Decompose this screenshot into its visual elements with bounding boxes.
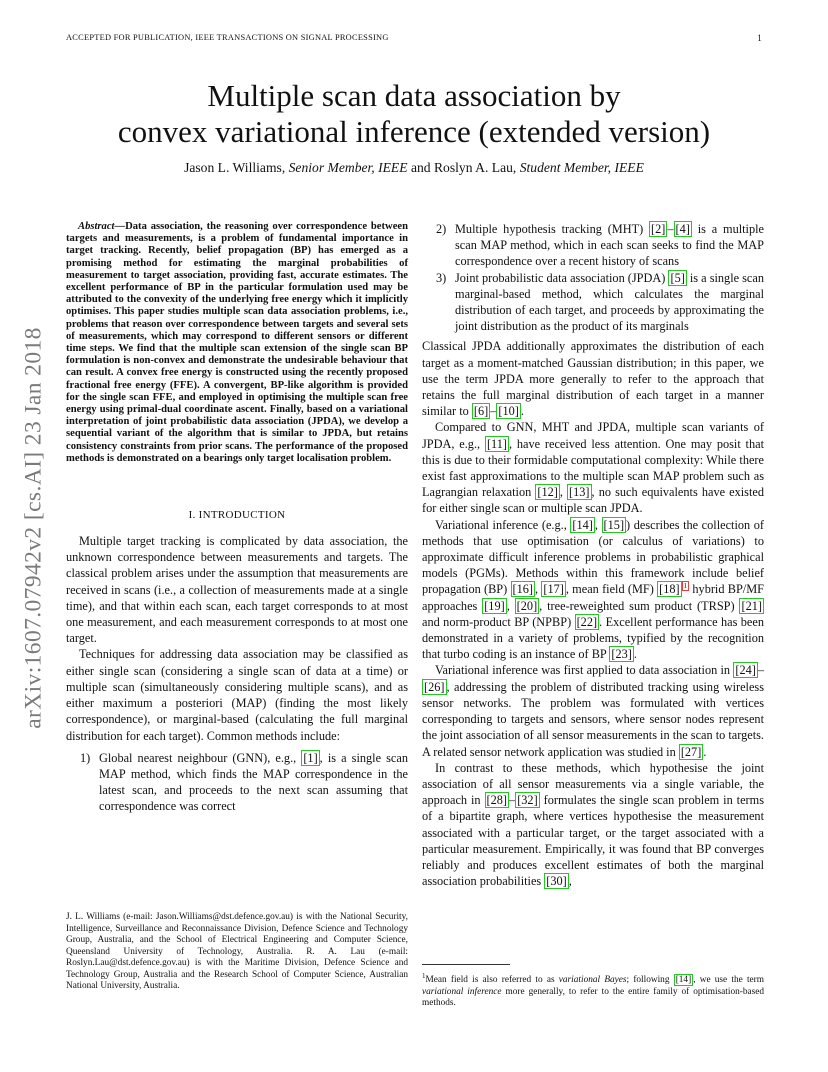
- citation-link[interactable]: [12]: [537, 485, 558, 500]
- citation-link[interactable]: [5]: [670, 270, 685, 285]
- paragraph-text: and norm-product BP (NPBP): [422, 614, 575, 629]
- citation-link[interactable]: [30]: [546, 874, 567, 889]
- list-item-number: 1): [80, 750, 91, 765]
- footnote-mean-field: [422, 971, 765, 1010]
- right-column: [422, 221, 764, 889]
- citation-link[interactable]: [6]: [473, 404, 489, 419]
- author-and: and Roslyn A. Lau,: [410, 160, 517, 175]
- citation-link[interactable]: [24]: [735, 663, 756, 678]
- paragraph-variational-inference: [422, 517, 764, 663]
- paragraph-text: , tree-reweighted sum product (TRSP): [539, 598, 740, 613]
- paragraph-text: Variational inference (e.g.,: [435, 517, 571, 532]
- footnote-text: more generally, to refer to the entire family of optimisation-based methods.: [422, 986, 765, 1008]
- list-item: [66, 750, 408, 815]
- list-item: [422, 270, 764, 335]
- citation-link[interactable]: [17]: [543, 582, 564, 597]
- abstract-label: Abstract: [78, 221, 115, 232]
- paragraph-text: ,: [535, 582, 542, 597]
- paragraph-jpda: [422, 338, 764, 419]
- citation-link[interactable]: [11]: [486, 436, 507, 451]
- citation-link[interactable]: [23]: [611, 647, 632, 662]
- citation-link[interactable]: [2]: [651, 222, 666, 236]
- list-item-text: Multiple hypothesis tracking (MHT): [455, 222, 650, 236]
- citation-link[interactable]: [4]: [675, 222, 690, 236]
- arxiv-stamp: [22, 298, 46, 758]
- paragraph-text: In contrast to these methods, which hypothesise the joint association of all sensor measurements via a single variable, the approach in: [422, 760, 764, 808]
- citation-link[interactable]: [10]: [498, 404, 519, 419]
- footnote-emphasis: variational inference: [422, 986, 502, 997]
- page-number: 1: [757, 33, 762, 43]
- paragraph-text: .: [633, 647, 637, 662]
- list-item-number: 3): [436, 270, 447, 285]
- list-item-text: is a single scan marginal-based method, which calculates the marginal distribution of each target, and proceeds by approximating the joint distribution as the product of its marginals: [455, 270, 764, 334]
- paragraph-text: . Excellent performance has been demonstrated in a variety of problems, typified by the recognition that turbo coding is an instance of BP: [422, 614, 764, 662]
- list-item-text: Joint probabilistic data association (JPDA): [455, 270, 669, 285]
- paragraph-text: Variational inference was first applied to data association in: [435, 663, 734, 678]
- intro-paragraph-1: Multiple target tracking is complicated by data association, the unknown correspondence between measurements and targets. The classical problem arises under the assumption that measurements are received in scans (i.e., a collection of measurements made at a single time), and that within each scan, each target corresponds to at most one measurement, and each measurement corresponds to at most one target.: [66, 534, 408, 646]
- citation-link[interactable]: [27]: [680, 744, 702, 759]
- author-affiliation-footnote: J. L. Williams (e-mail: Jason.Williams@dst.defence.gov.au) is with the National Security, Intelligence, Surveillance and Reconnaissance Division, Defence Science and Technology Group, Australia, and the School of Electrical Engineering and Computer Science, Queensland University of Technology, Australia. R. A. Lau (e-mail: Roslyn.Lau@dst.defence.gov.au) is with the Maritime Division, Defence Science and Technology Group, Australia and the Research School of Computer Science, Australian National University, Australia.: [66, 912, 408, 991]
- paragraph-text: ,: [506, 598, 515, 613]
- paragraph-multiple-scan: [422, 419, 764, 516]
- paper-title: [40, 78, 788, 150]
- author-line: [40, 160, 788, 176]
- author-2-role: Student Member, IEEE: [519, 160, 644, 175]
- list-item-text: , is a single scan MAP method, which finds the MAP correspondence in the latest scan, and proceeds to the next scan assuming that correspondence was correct: [99, 750, 408, 814]
- footnote-emphasis: variational Bayes: [558, 975, 627, 985]
- list-item-number: 2): [436, 222, 447, 236]
- paragraph-bipartite-graph: [422, 760, 764, 890]
- list-item: [422, 221, 764, 270]
- abstract-text: —Data association, the reasoning over correspondence between targets and measurements, is a problem of fundamental importance in target tracking. Recently, belief propagation (BP) has emerged as a promising method for estimating the marginal probabilities of measurement to target association, providing fast, accurate estimates. The excellent performance of BP in the particular formulation used may be attributed to the convexity of the underlying free energy which it implicitly optimises. This paper studies multiple scan data association problems, i.e., problems that reason over correspondence between targets and several sets of measurements, which may correspond to different sensors or different time steps. We find that the multiple scan extension of the single scan BP formulation is non-convex and demonstrate the undesirable behaviour that can result. A convex free energy is constructed using the recently proposed fractional free energy (FFE). A convergent, BP-like algorithm is provided for the single scan FFE, and employed in optimising the multiple scan free energy using primal-dual coordinate ascent. Finally, based on a variational interpretation of joint probabilistic data association (JPDA), we develop a sequential variant of the algorithm that is similar to JPDA, but retains consistency constraints from prior scans. The performance of the proposed methods is demonstrated on a bearings only target localisation problem.: [66, 221, 408, 464]
- paragraph-text: Classical JPDA additionally approximates the distribution of each target as a moment-matched Gaussian distribution; in this paper, we use the term JPDA more generally to refer to the approach that retains the full marginal distribution of each target in a manner similar to: [422, 339, 764, 419]
- paragraph-text: , mean field (MF): [565, 582, 658, 597]
- citation-link[interactable]: [22]: [576, 614, 598, 629]
- paragraph-text: , no such equivalents have existed for either single scan or multiple scan JPDA.: [422, 485, 764, 516]
- section-title-rest: NTRODUCTION: [202, 509, 286, 522]
- list-item-text: Global nearest neighbour (GNN), e.g.,: [99, 750, 302, 765]
- citation-link[interactable]: [15]: [603, 517, 625, 532]
- footnote-mark: 1: [422, 971, 426, 980]
- paragraph-text: Compared to GNN, MHT and JPDA, multiple scan variants of JPDA, e.g.,: [422, 420, 764, 451]
- range-dash: –: [667, 222, 674, 236]
- range-dash: –: [490, 404, 497, 419]
- footnote-text: Mean field is also referred to as: [425, 975, 559, 985]
- citation-link[interactable]: [14]: [572, 517, 593, 532]
- footnote-text: , we use the term: [693, 975, 764, 985]
- title-line-1: Multiple scan data association by: [207, 78, 621, 113]
- citation-link[interactable]: [14]: [675, 975, 692, 985]
- paragraph-text: .: [520, 404, 524, 419]
- citation-link[interactable]: [32]: [517, 793, 538, 808]
- author-1-role: Senior Member, IEEE: [288, 160, 408, 175]
- intro-paragraph-2: Techniques for addressing data association may be classified as either single scan (considering a single scan of data at a time) or multiple scan (simultaneously considering multiple scans), and as either maximum a posteriori (MAP) (finding the most likely correspondence), or marginal-based (calculating the full marginal distribution for each target). Common methods include:: [66, 647, 408, 743]
- left-column: [66, 221, 408, 815]
- paragraph-text: formulates the single scan problem in terms of a bipartite graph, where vertices hypothesise the measurement associated with a particular target, or the target associated with a particular measurement. Empirically, it was found that BP converges reliably and produces excellent estimates of both the marginal association probabilities: [422, 793, 765, 889]
- title-line-2: convex variational inference (extended version): [117, 114, 711, 149]
- paragraph-text: , have received less attention. One may posit that this is due to their formidable computational complexity: While there exist fast approximations to the multiple scan MAP problem such as Lagrangian relaxation: [422, 436, 764, 500]
- citation-link[interactable]: [13]: [569, 485, 590, 500]
- citation-link[interactable]: [1]: [303, 750, 318, 765]
- paragraph-text: .: [703, 744, 707, 759]
- range-dash: –: [757, 663, 764, 678]
- list-item-text: is a multiple scan MAP method, which in each scan seeks to find the MAP correspondence over a recent history of scans: [455, 222, 764, 269]
- footnote-rule: [422, 964, 510, 965]
- methods-list-right: [422, 221, 764, 334]
- author-1: Jason L. Williams,: [184, 160, 286, 175]
- footnote-marker-link[interactable]: 1: [683, 582, 688, 591]
- running-header: [66, 33, 762, 47]
- citation-link[interactable]: [18]: [659, 582, 680, 597]
- citation-link[interactable]: [20]: [516, 598, 538, 613]
- citation-link[interactable]: [21]: [741, 598, 762, 613]
- citation-link[interactable]: [28]: [486, 793, 508, 808]
- paragraph-text: ,: [594, 517, 602, 532]
- paragraph-text: ,: [559, 485, 568, 500]
- range-dash: –: [509, 793, 516, 808]
- methods-list-left: [66, 750, 408, 815]
- citation-link[interactable]: [26]: [424, 679, 445, 694]
- section-numeral: I.: [188, 509, 196, 522]
- footnote-text: ; following: [626, 975, 674, 985]
- arxiv-stamp-text: arXiv:1607.07942v2 [cs.AI] 23 Jan 2018: [20, 327, 47, 729]
- abstract: [66, 221, 408, 465]
- paragraph-text: ) describes the collection of methods that use optimisation (or calculus of variations) to approximate difficult inference problems in probabilistic graphical models (PGMs). Methods within this framework include belief propagation (BP): [422, 517, 764, 597]
- citation-link[interactable]: [19]: [484, 598, 505, 613]
- paragraph-text: ,: [568, 874, 572, 889]
- paragraph-text: , addressing the problem of distributed tracking using wireless sensor networks. The problem was formulated with vertices corresponding to targets and sensors, where sensor nodes represent the joint association of all sensor measurements in the scan to targets. A related sensor network application was studied in: [422, 679, 764, 759]
- section-heading-introduction: [66, 509, 408, 521]
- citation-link[interactable]: [16]: [512, 582, 533, 597]
- paragraph-data-association-history: [422, 662, 764, 759]
- running-head: ACCEPTED FOR PUBLICATION, IEEE TRANSACTIONS ON SIGNAL PROCESSING: [66, 33, 389, 42]
- section-title-initial: I: [198, 509, 203, 522]
- paragraph-text: hybrid BP/MF approaches: [422, 582, 764, 613]
